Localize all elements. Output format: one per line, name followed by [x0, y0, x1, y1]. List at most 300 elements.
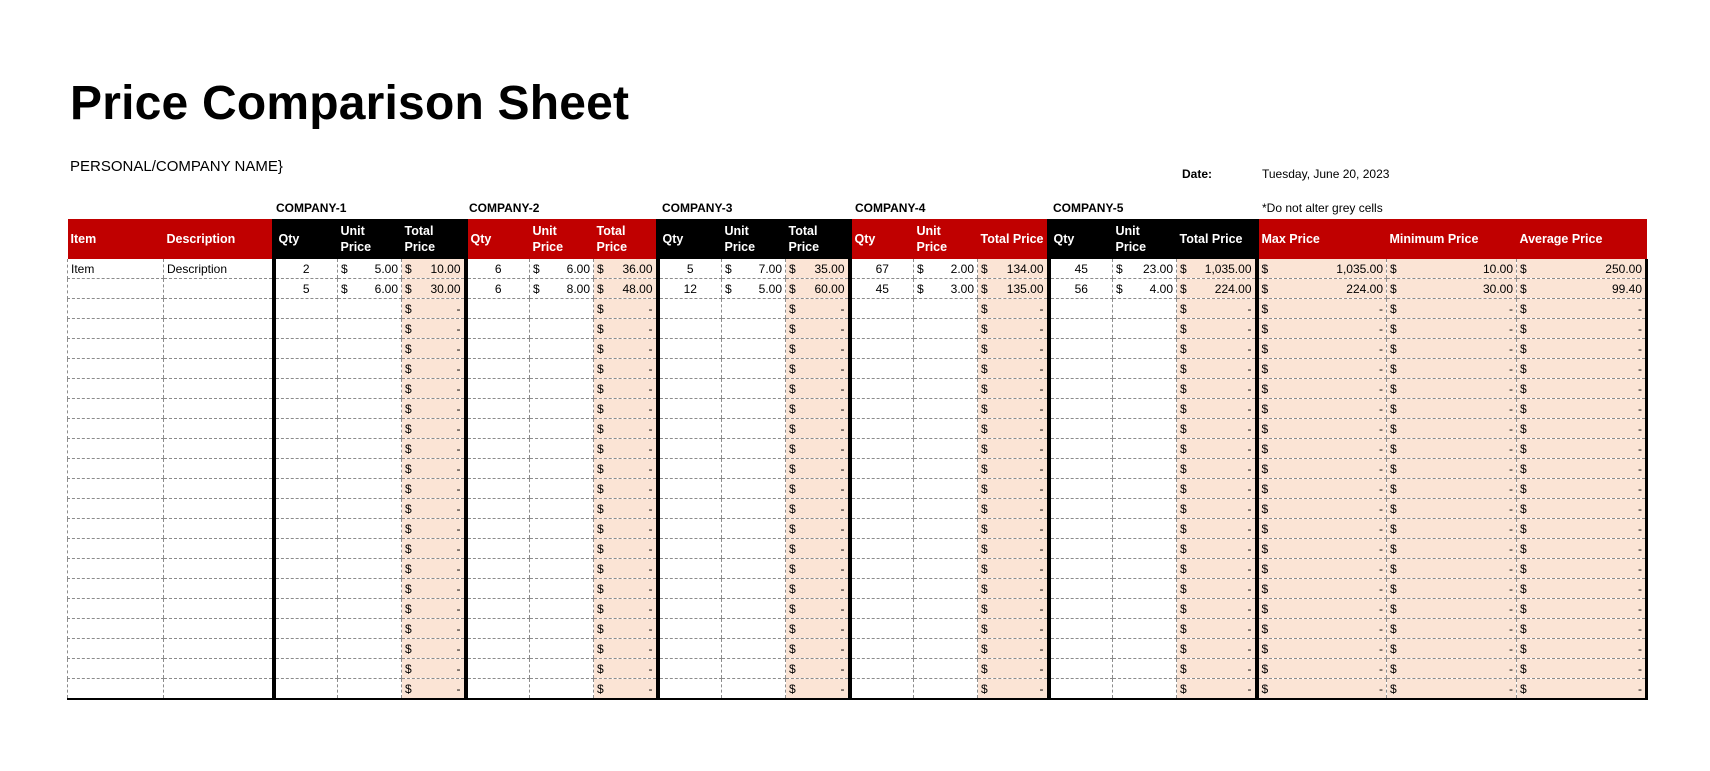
total-price-cell — [978, 619, 1049, 639]
unit-price-cell[interactable] — [338, 299, 402, 319]
date-value[interactable]: Tuesday, June 20, 2023 — [1262, 167, 1390, 181]
amount-value: - — [1509, 621, 1513, 636]
description-cell[interactable] — [164, 399, 274, 419]
amount-value: 6.00 — [566, 261, 590, 276]
qty-cell[interactable] — [850, 679, 914, 700]
unit-price-cell[interactable] — [338, 639, 402, 659]
qty-cell[interactable] — [850, 559, 914, 579]
qty-cell[interactable]: 45 — [850, 279, 914, 299]
unit-price-cell[interactable] — [530, 459, 594, 479]
qty-cell[interactable] — [658, 359, 722, 379]
qty-cell[interactable] — [850, 299, 914, 319]
unit-price-cell[interactable] — [1113, 619, 1177, 639]
description-cell[interactable] — [164, 499, 274, 519]
unit-price-cell[interactable] — [338, 479, 402, 499]
unit-price-cell[interactable] — [1113, 659, 1177, 679]
qty-cell[interactable] — [850, 659, 914, 679]
unit-price-cell[interactable] — [914, 579, 978, 599]
unit-price-cell[interactable] — [914, 619, 978, 639]
qty-cell[interactable] — [658, 399, 722, 419]
qty-cell[interactable] — [850, 579, 914, 599]
item-cell[interactable] — [68, 619, 164, 639]
unit-price-cell[interactable] — [338, 399, 402, 419]
qty-cell[interactable] — [658, 299, 722, 319]
qty-cell[interactable] — [1049, 639, 1113, 659]
unit-price-cell[interactable] — [530, 519, 594, 539]
description-cell[interactable] — [164, 359, 274, 379]
unit-price-cell[interactable] — [338, 599, 402, 619]
company-4-label[interactable]: COMPANY-4 — [855, 201, 926, 215]
unit-price-cell[interactable] — [722, 479, 786, 499]
item-cell[interactable] — [68, 679, 164, 700]
qty-cell[interactable] — [466, 419, 530, 439]
unit-price-cell[interactable] — [338, 499, 402, 519]
unit-price-cell[interactable] — [722, 659, 786, 679]
unit-price-cell[interactable] — [1113, 359, 1177, 379]
unit-price-cell[interactable] — [1113, 639, 1177, 659]
currency-symbol: $ — [981, 481, 988, 496]
qty-cell[interactable] — [658, 659, 722, 679]
qty-cell[interactable] — [274, 499, 338, 519]
unit-price-cell[interactable] — [1113, 319, 1177, 339]
unit-price-cell[interactable] — [338, 259, 402, 279]
unit-price-cell[interactable] — [530, 659, 594, 679]
qty-cell[interactable] — [274, 659, 338, 679]
qty-cell[interactable] — [850, 499, 914, 519]
unit-price-cell[interactable] — [338, 359, 402, 379]
item-cell[interactable] — [68, 359, 164, 379]
item-cell[interactable] — [68, 659, 164, 679]
qty-cell[interactable] — [1049, 439, 1113, 459]
qty-cell[interactable] — [466, 479, 530, 499]
qty-cell[interactable] — [850, 399, 914, 419]
item-cell[interactable] — [68, 539, 164, 559]
qty-cell[interactable] — [466, 439, 530, 459]
currency-symbol: $ — [405, 561, 412, 576]
unit-price-cell[interactable] — [1113, 599, 1177, 619]
unit-price-cell[interactable] — [338, 459, 402, 479]
company-1-label[interactable]: COMPANY-1 — [276, 201, 347, 215]
unit-price-cell[interactable] — [1113, 559, 1177, 579]
qty-cell[interactable] — [1049, 419, 1113, 439]
item-cell[interactable] — [68, 599, 164, 619]
qty-cell[interactable] — [466, 519, 530, 539]
amount-value: 3.00 — [950, 281, 974, 296]
unit-price-cell[interactable] — [914, 419, 978, 439]
item-cell[interactable] — [68, 559, 164, 579]
unit-price-cell[interactable] — [1113, 539, 1177, 559]
unit-price-cell[interactable] — [530, 259, 594, 279]
qty-cell[interactable] — [274, 339, 338, 359]
amount-value: - — [1039, 421, 1044, 436]
unit-price-cell[interactable] — [530, 559, 594, 579]
unit-price-cell[interactable] — [722, 599, 786, 619]
item-cell[interactable] — [68, 299, 164, 319]
unit-price-cell[interactable] — [530, 679, 594, 700]
total-price-cell — [402, 639, 466, 659]
qty-cell[interactable] — [850, 419, 914, 439]
qty-cell[interactable] — [1049, 599, 1113, 619]
qty-cell[interactable] — [466, 299, 530, 319]
minimum-price-cell — [1387, 419, 1517, 439]
amount-value: - — [1509, 581, 1513, 596]
qty-cell[interactable]: 67 — [850, 259, 914, 279]
qty-cell[interactable] — [850, 639, 914, 659]
qty-cell[interactable]: 6 — [466, 259, 530, 279]
qty-cell[interactable]: 12 — [658, 279, 722, 299]
qty-cell[interactable] — [466, 639, 530, 659]
qty-cell[interactable] — [274, 479, 338, 499]
unit-price-cell[interactable] — [1113, 459, 1177, 479]
unit-price-cell[interactable] — [338, 279, 402, 299]
qty-cell[interactable] — [466, 619, 530, 639]
unit-price-cell[interactable] — [1113, 339, 1177, 359]
item-cell[interactable] — [68, 519, 164, 539]
unit-price-cell[interactable] — [722, 339, 786, 359]
company-2-label[interactable]: COMPANY-2 — [469, 201, 540, 215]
unit-price-cell[interactable] — [1113, 519, 1177, 539]
qty-cell[interactable] — [466, 679, 530, 700]
unit-price-cell[interactable] — [530, 499, 594, 519]
description-cell[interactable]: Description — [164, 259, 274, 279]
unit-price-cell[interactable] — [338, 379, 402, 399]
unit-price-cell[interactable] — [914, 639, 978, 659]
qty-cell[interactable] — [658, 339, 722, 359]
qty-cell[interactable] — [274, 559, 338, 579]
unit-price-cell[interactable] — [914, 539, 978, 559]
unit-price-cell[interactable] — [530, 279, 594, 299]
qty-cell[interactable] — [466, 559, 530, 579]
qty-cell[interactable] — [850, 599, 914, 619]
qty-cell[interactable] — [658, 619, 722, 639]
item-cell[interactable] — [68, 459, 164, 479]
unit-price-cell[interactable] — [722, 559, 786, 579]
qty-cell[interactable] — [1049, 339, 1113, 359]
unit-price-cell[interactable] — [530, 579, 594, 599]
unit-price-cell[interactable] — [722, 279, 786, 299]
qty-cell[interactable] — [850, 459, 914, 479]
qty-cell[interactable] — [850, 519, 914, 539]
item-cell[interactable] — [68, 279, 164, 299]
unit-price-cell[interactable] — [338, 659, 402, 679]
unit-price-cell[interactable] — [1113, 419, 1177, 439]
description-cell[interactable] — [164, 439, 274, 459]
qty-cell[interactable] — [850, 479, 914, 499]
unit-price-cell[interactable] — [722, 439, 786, 459]
qty-cell[interactable] — [658, 519, 722, 539]
description-cell[interactable] — [164, 279, 274, 299]
item-cell[interactable] — [68, 339, 164, 359]
unit-price-cell[interactable] — [722, 319, 786, 339]
unit-price-cell[interactable] — [914, 459, 978, 479]
unit-price-cell[interactable] — [914, 659, 978, 679]
qty-cell[interactable] — [1049, 499, 1113, 519]
item-cell[interactable] — [68, 579, 164, 599]
item-cell[interactable] — [68, 399, 164, 419]
unit-price-cell[interactable] — [722, 399, 786, 419]
unit-price-cell[interactable] — [530, 299, 594, 319]
unit-price-cell[interactable] — [722, 259, 786, 279]
unit-price-cell[interactable] — [530, 479, 594, 499]
amount-value: - — [1509, 681, 1513, 696]
qty-cell[interactable] — [1049, 319, 1113, 339]
qty-cell[interactable] — [658, 419, 722, 439]
qty-cell[interactable] — [658, 319, 722, 339]
unit-price-cell[interactable] — [914, 399, 978, 419]
unit-price-cell[interactable] — [1113, 579, 1177, 599]
unit-price-cell[interactable] — [530, 619, 594, 639]
qty-cell[interactable] — [274, 639, 338, 659]
unit-price-cell[interactable] — [530, 539, 594, 559]
unit-price-cell[interactable] — [530, 639, 594, 659]
item-cell[interactable] — [68, 439, 164, 459]
description-cell[interactable] — [164, 339, 274, 359]
unit-price-cell[interactable] — [1113, 679, 1177, 700]
description-cell[interactable] — [164, 559, 274, 579]
unit-price-cell[interactable] — [1113, 399, 1177, 419]
unit-price-cell[interactable] — [914, 319, 978, 339]
qty-cell[interactable]: 5 — [658, 259, 722, 279]
currency-symbol: $ — [1390, 641, 1397, 656]
unit-price-cell[interactable] — [722, 419, 786, 439]
qty-cell[interactable] — [274, 419, 338, 439]
unit-price-cell[interactable] — [530, 359, 594, 379]
qty-cell[interactable] — [1049, 299, 1113, 319]
item-cell[interactable] — [68, 419, 164, 439]
unit-price-cell[interactable] — [722, 459, 786, 479]
unit-price-cell[interactable] — [530, 399, 594, 419]
unit-price-cell[interactable] — [530, 339, 594, 359]
qty-cell[interactable] — [466, 659, 530, 679]
item-cell[interactable] — [68, 499, 164, 519]
minimum-price-cell — [1387, 559, 1517, 579]
amount-value: - — [456, 641, 461, 656]
unit-price-cell[interactable] — [722, 519, 786, 539]
description-cell[interactable] — [164, 619, 274, 639]
description-cell[interactable] — [164, 299, 274, 319]
description-cell[interactable] — [164, 419, 274, 439]
unit-price-cell[interactable] — [338, 319, 402, 339]
qty-cell[interactable] — [466, 319, 530, 339]
unit-price-cell[interactable] — [914, 279, 978, 299]
unit-price-cell[interactable] — [1113, 439, 1177, 459]
unit-price-cell[interactable] — [1113, 379, 1177, 399]
qty-cell[interactable]: 45 — [1049, 259, 1113, 279]
unit-price-cell[interactable] — [722, 359, 786, 379]
unit-price-cell[interactable] — [338, 539, 402, 559]
qty-cell[interactable] — [1049, 619, 1113, 639]
qty-cell[interactable] — [274, 599, 338, 619]
unit-price-cell[interactable] — [1113, 259, 1177, 279]
unit-price-cell[interactable] — [530, 319, 594, 339]
item-cell[interactable] — [68, 379, 164, 399]
unit-price-cell[interactable] — [338, 559, 402, 579]
unit-price-cell[interactable] — [1113, 499, 1177, 519]
unit-price-cell[interactable] — [338, 579, 402, 599]
amount-value: - — [456, 561, 461, 576]
qty-cell[interactable] — [1049, 539, 1113, 559]
qty-cell[interactable] — [274, 579, 338, 599]
qty-cell[interactable] — [658, 479, 722, 499]
unit-price-cell[interactable] — [722, 619, 786, 639]
qty-cell[interactable] — [466, 399, 530, 419]
qty-cell[interactable]: 6 — [466, 279, 530, 299]
unit-price-cell[interactable] — [722, 679, 786, 700]
qty-cell[interactable] — [658, 599, 722, 619]
qty-cell[interactable] — [466, 579, 530, 599]
unit-price-cell[interactable] — [914, 379, 978, 399]
unit-price-cell[interactable] — [914, 519, 978, 539]
unit-price-cell[interactable] — [914, 679, 978, 700]
description-cell[interactable] — [164, 519, 274, 539]
qty-cell[interactable] — [274, 439, 338, 459]
description-cell[interactable] — [164, 319, 274, 339]
unit-price-cell[interactable] — [722, 579, 786, 599]
qty-cell[interactable] — [274, 539, 338, 559]
description-cell[interactable] — [164, 679, 274, 700]
unit-price-cell[interactable] — [530, 379, 594, 399]
qty-cell[interactable] — [658, 679, 722, 700]
amount-value: - — [840, 361, 845, 376]
qty-cell[interactable] — [658, 639, 722, 659]
unit-price-cell[interactable] — [530, 439, 594, 459]
item-cell[interactable] — [68, 639, 164, 659]
qty-cell[interactable] — [466, 459, 530, 479]
qty-cell[interactable] — [1049, 399, 1113, 419]
currency-symbol: $ — [1116, 281, 1123, 296]
amount-value: - — [840, 641, 845, 656]
qty-cell[interactable] — [850, 619, 914, 639]
qty-cell[interactable] — [274, 459, 338, 479]
qty-cell[interactable] — [274, 319, 338, 339]
qty-cell[interactable] — [658, 379, 722, 399]
qty-cell[interactable] — [274, 519, 338, 539]
unit-price-cell[interactable] — [914, 479, 978, 499]
unit-price-cell[interactable] — [338, 439, 402, 459]
qty-cell[interactable] — [466, 359, 530, 379]
description-cell[interactable] — [164, 479, 274, 499]
qty-cell[interactable] — [850, 439, 914, 459]
table-row — [68, 639, 1647, 659]
description-cell[interactable] — [164, 599, 274, 619]
qty-cell[interactable] — [658, 499, 722, 519]
currency-symbol: $ — [789, 541, 796, 556]
currency-symbol: $ — [1520, 301, 1527, 316]
amount-value: - — [648, 581, 653, 596]
unit-price-cell[interactable] — [914, 499, 978, 519]
unit-price-cell[interactable] — [914, 439, 978, 459]
total-price-cell — [594, 659, 658, 679]
qty-cell[interactable] — [658, 579, 722, 599]
unit-price-cell[interactable] — [1113, 479, 1177, 499]
company-5-label[interactable]: COMPANY-5 — [1053, 201, 1124, 215]
company-name-field[interactable]: PERSONAL/COMPANY NAME} — [70, 158, 283, 175]
qty-cell[interactable] — [274, 299, 338, 319]
unit-price-cell[interactable] — [914, 339, 978, 359]
item-cell[interactable]: Item — [68, 259, 164, 279]
qty-cell[interactable] — [1049, 519, 1113, 539]
unit-price-cell[interactable] — [914, 299, 978, 319]
qty-cell[interactable] — [274, 679, 338, 700]
unit-price-cell[interactable] — [338, 519, 402, 539]
qty-cell[interactable] — [1049, 359, 1113, 379]
description-cell[interactable] — [164, 579, 274, 599]
total-price-cell — [594, 359, 658, 379]
qty-cell[interactable] — [1049, 379, 1113, 399]
unit-price-cell[interactable] — [914, 559, 978, 579]
unit-price-cell[interactable] — [914, 359, 978, 379]
qty-cell[interactable] — [466, 339, 530, 359]
qty-cell[interactable] — [850, 339, 914, 359]
unit-price-cell[interactable] — [722, 299, 786, 319]
unit-price-cell[interactable] — [914, 599, 978, 619]
unit-price-cell[interactable] — [722, 539, 786, 559]
qty-cell[interactable]: 56 — [1049, 279, 1113, 299]
unit-price-cell[interactable] — [722, 639, 786, 659]
qty-cell[interactable] — [658, 539, 722, 559]
qty-cell[interactable] — [850, 319, 914, 339]
unit-price-cell[interactable] — [722, 379, 786, 399]
qty-cell[interactable] — [850, 539, 914, 559]
qty-cell[interactable] — [274, 359, 338, 379]
qty-cell[interactable] — [658, 459, 722, 479]
qty-cell[interactable] — [466, 539, 530, 559]
unit-price-cell[interactable] — [338, 619, 402, 639]
item-cell[interactable] — [68, 479, 164, 499]
qty-cell[interactable] — [1049, 479, 1113, 499]
qty-cell[interactable] — [1049, 559, 1113, 579]
unit-price-cell[interactable] — [338, 419, 402, 439]
description-cell[interactable] — [164, 379, 274, 399]
item-cell[interactable] — [68, 319, 164, 339]
unit-price-cell[interactable] — [1113, 279, 1177, 299]
unit-price-cell[interactable] — [338, 679, 402, 700]
qty-cell[interactable] — [850, 359, 914, 379]
header-unit-price: Unit Price — [722, 219, 786, 259]
unit-price-cell[interactable] — [722, 499, 786, 519]
qty-cell[interactable] — [1049, 679, 1113, 700]
qty-cell[interactable]: 2 — [274, 259, 338, 279]
qty-cell[interactable] — [850, 379, 914, 399]
qty-cell[interactable] — [466, 499, 530, 519]
unit-price-cell[interactable] — [530, 599, 594, 619]
qty-cell[interactable] — [658, 439, 722, 459]
qty-cell[interactable] — [658, 559, 722, 579]
unit-price-cell[interactable] — [338, 339, 402, 359]
qty-cell[interactable] — [274, 619, 338, 639]
qty-cell[interactable] — [466, 599, 530, 619]
qty-cell[interactable] — [1049, 659, 1113, 679]
company-3-label[interactable]: COMPANY-3 — [662, 201, 733, 215]
qty-cell[interactable] — [1049, 579, 1113, 599]
description-cell[interactable] — [164, 659, 274, 679]
qty-cell[interactable] — [274, 379, 338, 399]
qty-cell[interactable]: 5 — [274, 279, 338, 299]
qty-cell[interactable] — [1049, 459, 1113, 479]
unit-price-cell[interactable] — [530, 419, 594, 439]
description-cell[interactable] — [164, 539, 274, 559]
unit-price-cell[interactable] — [914, 259, 978, 279]
description-cell[interactable] — [164, 639, 274, 659]
average-price-cell — [1517, 579, 1647, 599]
total-price-cell — [978, 419, 1049, 439]
currency-symbol: $ — [405, 601, 412, 616]
amount-value: - — [648, 501, 653, 516]
unit-price-cell[interactable] — [1113, 299, 1177, 319]
qty-cell[interactable] — [274, 399, 338, 419]
qty-cell[interactable] — [466, 379, 530, 399]
description-cell[interactable] — [164, 459, 274, 479]
